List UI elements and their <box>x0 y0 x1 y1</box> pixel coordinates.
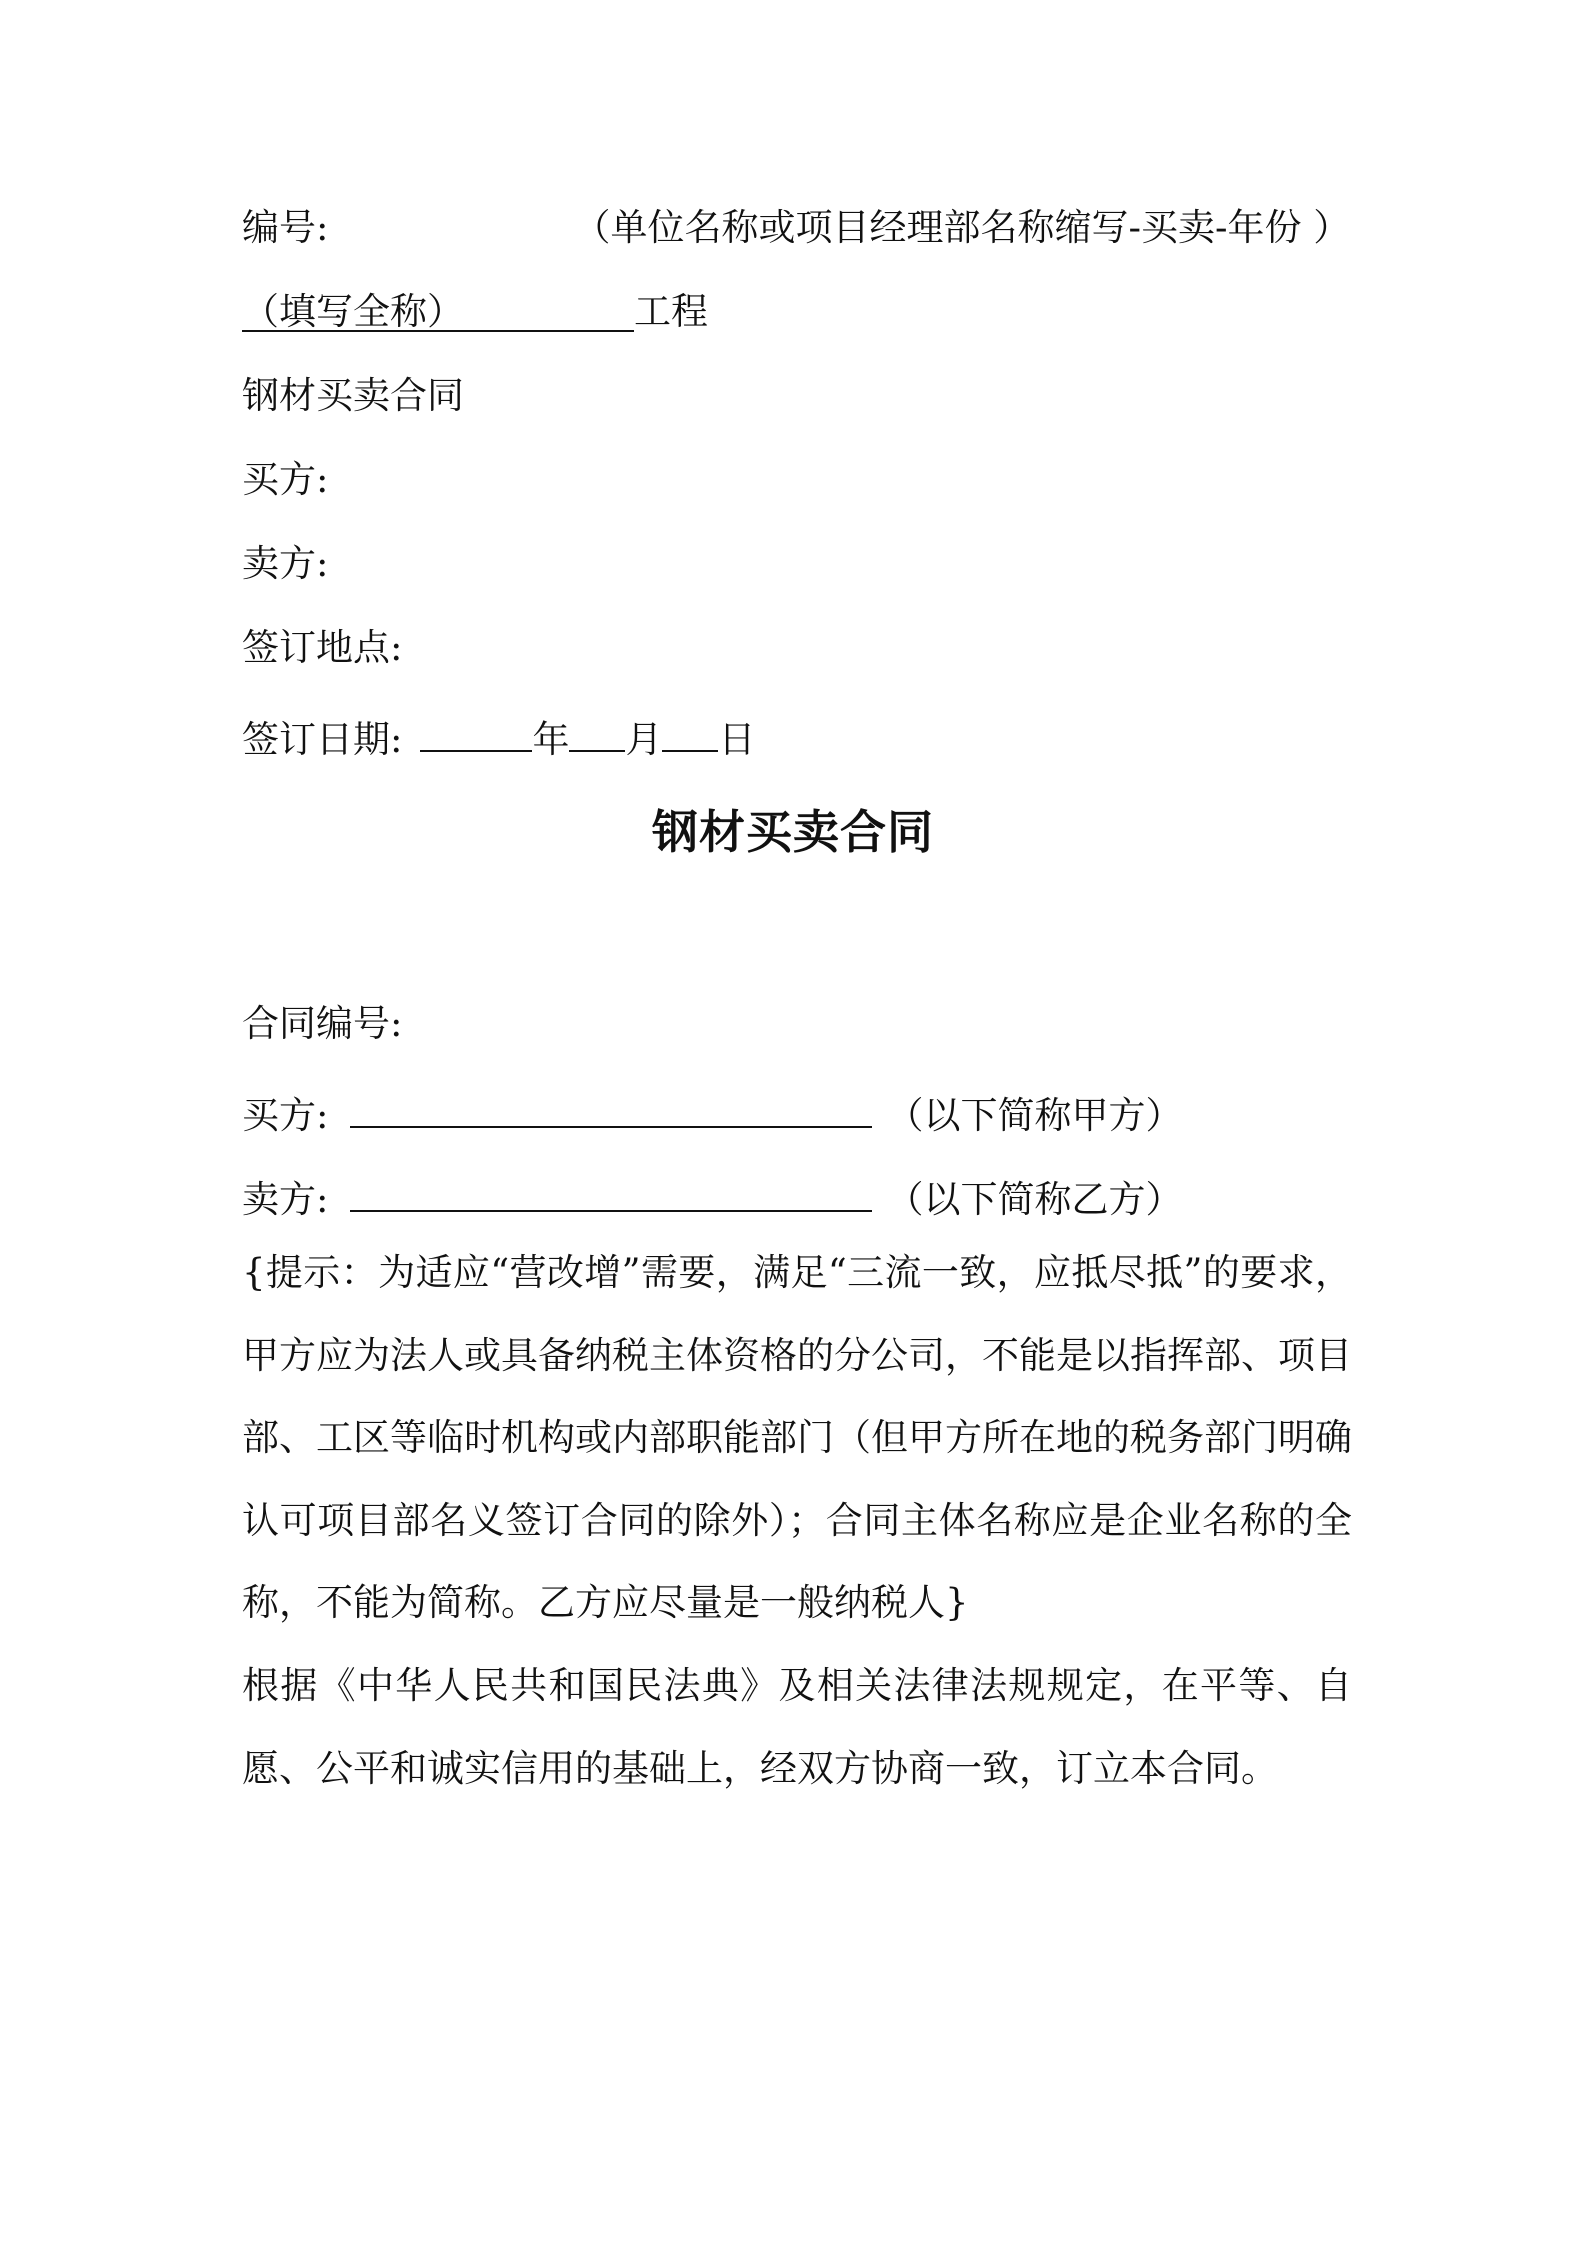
buyer-blank <box>350 1086 872 1128</box>
project-line <box>242 290 708 334</box>
buyer-label: 买方: <box>242 1094 329 1137</box>
year-blank <box>420 710 532 752</box>
day-label: 日 <box>718 718 756 761</box>
signing-place-label: 签订地点: <box>242 626 403 669</box>
project-name-blank <box>242 290 634 332</box>
project-suffix: 工程 <box>634 290 708 333</box>
contract-number-label: 合同编号: <box>242 1002 403 1045</box>
year-label: 年 <box>532 718 570 761</box>
signing-date-line <box>242 710 755 762</box>
basis-paragraph: 根据《中华人民共和国民法典》及相关法律法规规定，在平等、自愿、公平和诚实信用的基础上，经双方协商一致，订立本合同。 <box>242 1664 1352 1790</box>
month-blank <box>569 710 625 752</box>
tip-paragraph: {提示：为适应“营改增”需要，满足“三流一致，应抵尽抵”的要求，甲方应为法人或具备纳税主体资格的分公司，不能是以指挥部、项目部、工区等临时机构或内部职能部门（但甲方所在地的税务部门明确认可项目部名义签订合同的除外）；合同主体名称应是企业名称的全称，不能为简称。乙方应尽量是一般纳税人} <box>242 1251 1352 1624</box>
seller-line <box>242 1170 1182 1222</box>
number-hint: （单位名称或项目经理部名称缩写-买卖-年份 ） <box>573 206 1351 249</box>
number-label: 编号: <box>242 206 329 249</box>
header-buyer-label: 买方: <box>242 458 329 501</box>
contract-title: 钢材买卖合同 <box>652 805 934 859</box>
project-name-hint: （填写全称） <box>242 290 464 333</box>
seller-suffix: （以下简称乙方） <box>886 1178 1183 1221</box>
buyer-suffix: （以下简称甲方） <box>886 1094 1183 1137</box>
seller-label: 卖方: <box>242 1178 329 1221</box>
day-blank <box>662 710 718 752</box>
contract-subtitle: 钢材买卖合同 <box>242 374 464 417</box>
header-seller-label: 卖方: <box>242 542 329 585</box>
seller-blank <box>350 1170 872 1212</box>
month-label: 月 <box>625 718 663 761</box>
buyer-line <box>242 1086 1182 1138</box>
number-line <box>242 206 1350 250</box>
signing-date-label: 签订日期: <box>242 718 403 761</box>
